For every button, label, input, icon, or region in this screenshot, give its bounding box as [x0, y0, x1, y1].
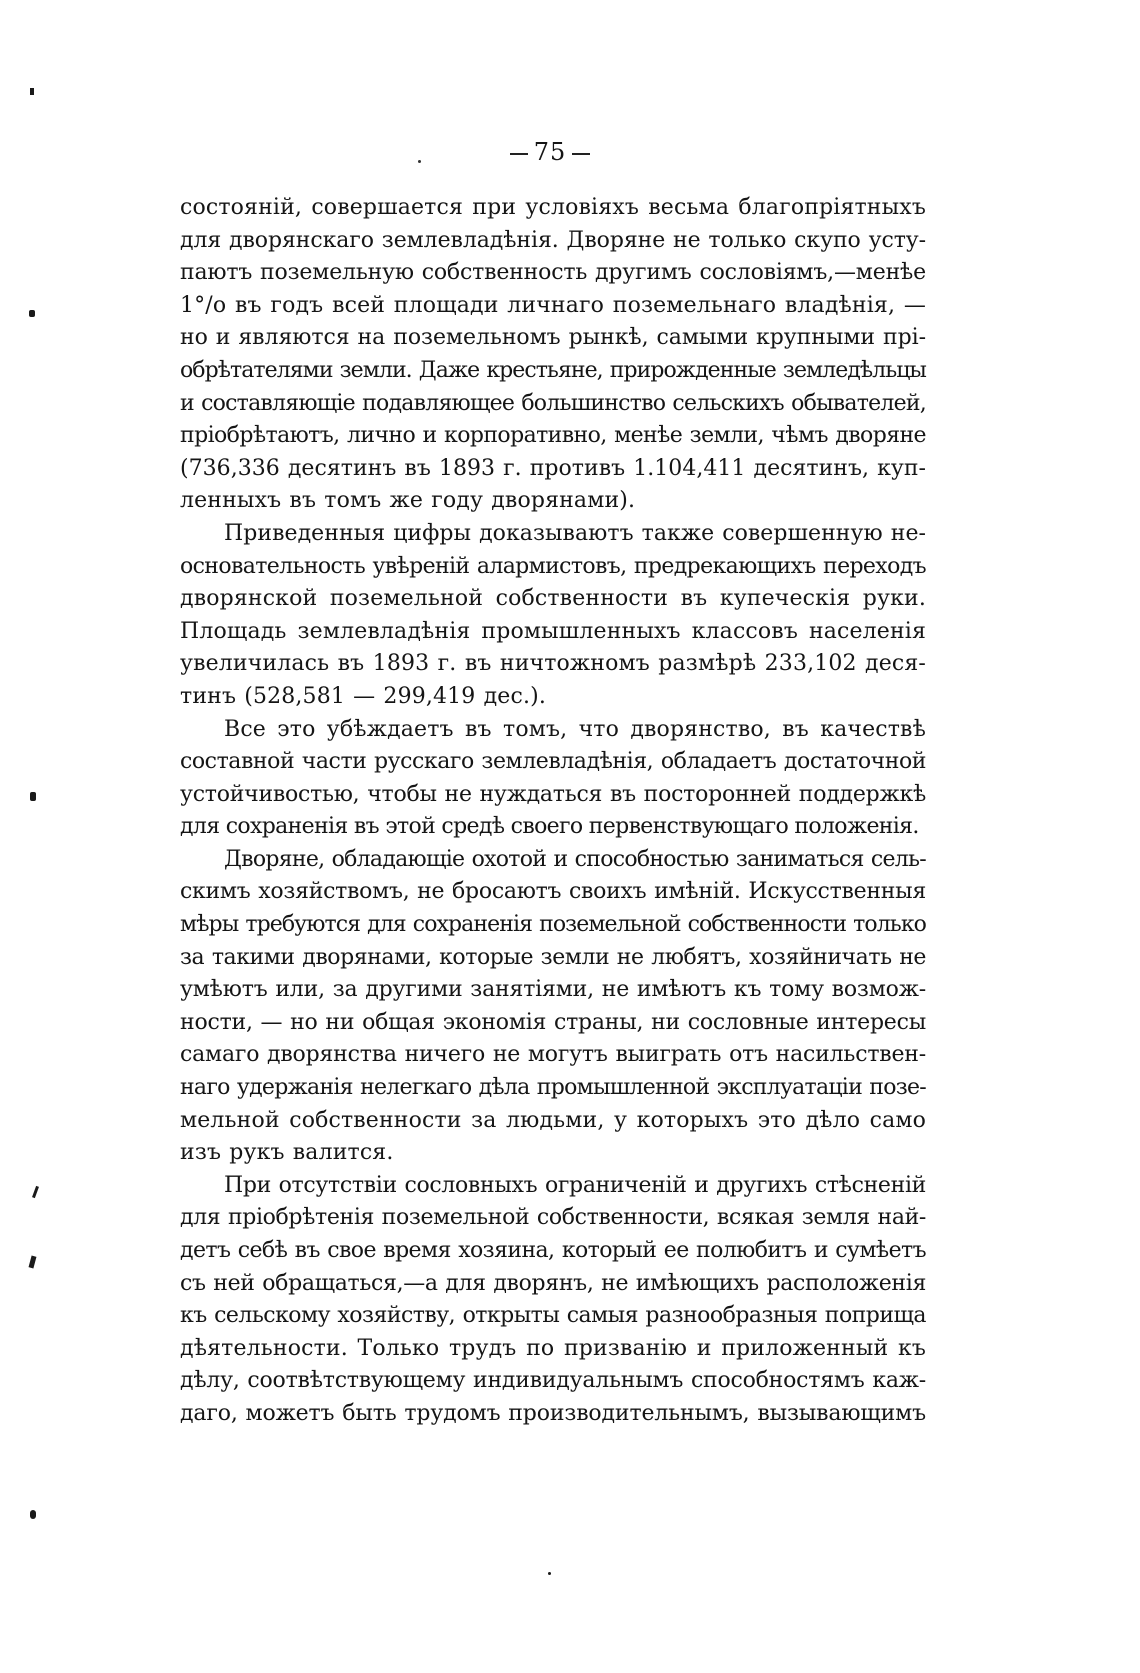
text-line: скимъ хозяйствомъ, не бросаютъ своихъ имѣній. Искусственныя [180, 879, 926, 905]
page-number-value: 75 [533, 138, 567, 166]
text-line: Дворяне, обладающіе охотой и способностью заниматься сель- [224, 846, 926, 872]
text-line: съ ней обращаться,—а для дворянъ, не имѣющихъ расположенія [180, 1270, 926, 1296]
margin-mark [32, 1186, 39, 1198]
text-line: Площадь землевладѣнія промышленныхъ классовъ населенія [180, 618, 926, 644]
text-line: за такими дворянами, которые земли не любятъ, хозяйничать не [180, 944, 926, 970]
text-line: дѣлу, соотвѣтствующему индивидуальнымъ способностямъ каж- [180, 1368, 926, 1394]
text-line: дворянской поземельной собственности въ купеческія руки. [180, 586, 926, 612]
text-line: и составляющіе подавляющее большинство сельскихъ обывателей, [180, 390, 926, 416]
text-line: пріобрѣтаютъ, лично и корпоративно, менѣе земли, чѣмъ дворяне [180, 423, 926, 449]
margin-mark [29, 310, 35, 317]
paragraph-2 [180, 518, 926, 714]
text-line: состояній, совершается при условіяхъ весьма благопріятныхъ [180, 195, 926, 220]
text-line: тинъ (528,581 — 299,419 дес.). [180, 683, 546, 709]
page-number [500, 138, 600, 166]
text-line: паютъ поземельную собственность другимъ сословіямъ,—менѣе [180, 260, 926, 286]
text-line: увеличилась въ 1893 г. въ ничтожномъ размѣрѣ 233,102 деся- [180, 651, 926, 677]
text-line: Приведенныя цифры доказываютъ также совершенную не- [224, 520, 926, 546]
paragraph-3 [180, 714, 926, 844]
text-line: изъ рукъ валится. [180, 1140, 394, 1166]
text-line: обрѣтателями земли. Даже крестьяне, прирожденные земледѣльцы [180, 357, 926, 383]
paragraph-1 [180, 192, 926, 518]
margin-mark [30, 792, 36, 801]
text-line: самаго дворянства ничего не могутъ выиграть отъ насильствен- [180, 1042, 926, 1068]
text-line: мѣры требуются для сохраненія поземельной собственности только [180, 912, 926, 938]
text-line: но и являются на поземельномъ рынкѣ, самыми крупными прі- [180, 325, 926, 351]
text-line: для пріобрѣтенія поземельной собственности, всякая земля най- [180, 1205, 926, 1231]
text-line: для дворянскаго землевладѣнія. Дворяне не только скупо усту- [180, 227, 926, 253]
text-line: устойчивостью, чтобы не нуждаться въ посторонней поддержкѣ [180, 781, 926, 807]
stray-dot [418, 160, 421, 163]
text-line: къ сельскому хозяйству, открыты самыя разнообразныя поприща [180, 1303, 926, 1329]
margin-mark [30, 1510, 36, 1519]
text-line: 1°/о въ годъ всей площади личнаго поземельнаго владѣнія, — [180, 292, 926, 318]
text-line: (736,336 десятинъ въ 1893 г. противъ 1.104,411 десятинъ, куп- [180, 455, 926, 481]
page-number-dash-right [572, 153, 590, 155]
margin-mark [29, 1256, 37, 1269]
text-line: При отсутствіи сословныхъ ограниченій и другихъ стѣсненій [224, 1172, 926, 1198]
text-line: мельной собственности за людьми, у которыхъ это дѣло само [180, 1107, 926, 1133]
text-line: ленныхъ въ томъ же году дворянами). [180, 488, 636, 514]
text-line: умѣютъ или, за другими занятіями, не имѣютъ къ тому возмож- [180, 977, 926, 1003]
text-line: даго, можетъ быть трудомъ производительнымъ, вызывающимъ [180, 1400, 926, 1426]
margin-mark [30, 88, 34, 95]
margin-mark [548, 1572, 551, 1575]
text-line: дѣятельности. Только трудъ по призванію и приложенный къ [180, 1335, 926, 1361]
paragraph-4 [180, 844, 926, 1170]
text-line: детъ себѣ въ свое время хозяина, который ее полюбитъ и сумѣетъ [180, 1238, 926, 1263]
text-line: для сохраненія въ этой средѣ своего первенствующаго положенія. [180, 814, 919, 840]
text-line: ности, — но ни общая экономія страны, ни сословные интересы [180, 1009, 926, 1035]
paragraph-5 [180, 1170, 926, 1431]
text-line: основательность увѣреній алармистовъ, предрекающихъ переходъ [180, 553, 926, 579]
text-line: наго удержанія нелегкаго дѣла промышленной эксплуатаціи позе- [180, 1075, 926, 1101]
text-body [180, 192, 926, 1431]
text-line: составной части русскаго землевладѣнія, обладаетъ достаточной [180, 749, 926, 775]
page-number-dash-left [510, 153, 528, 155]
text-line: Все это убѣждаетъ въ томъ, что дворянство, въ качествѣ [224, 716, 926, 742]
